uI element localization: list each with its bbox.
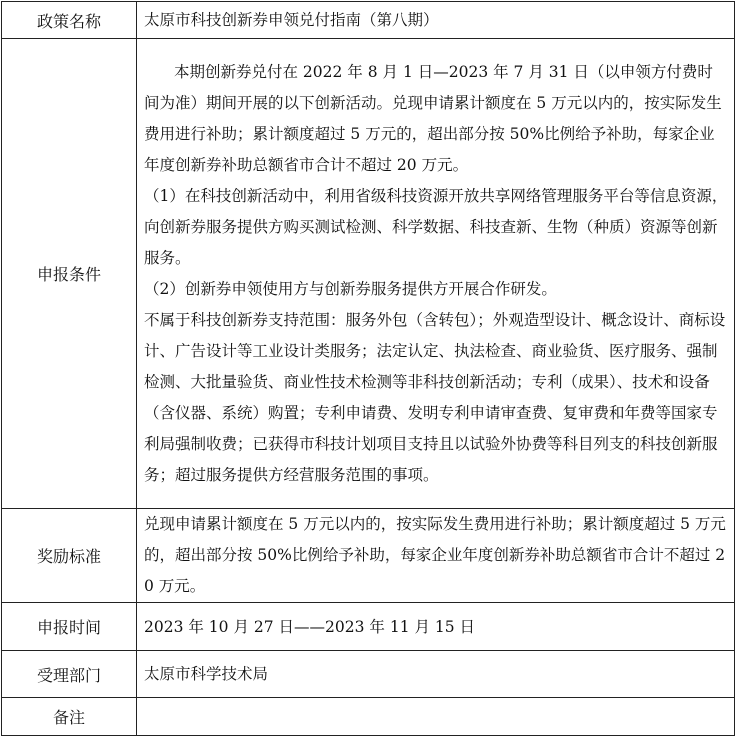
period-label: 申报时间 <box>2 603 137 651</box>
reward-value: 兑现申请累计额度在 5 万元以内的，按实际发生费用进行补助；累计额度超过 5 万元的，超出部分按 50%比例给予补助，每家企业年度创新券补助总额省市合计不超过 20 万元。 <box>137 509 735 603</box>
policy-name-row <box>2 2 735 39</box>
policy-name-label: 政策名称 <box>2 2 137 39</box>
reward-label: 奖励标准 <box>2 509 137 603</box>
remarks-row <box>2 698 735 736</box>
department-value: 太原市科学技术局 <box>137 651 735 698</box>
period-row <box>2 603 735 651</box>
remarks-label: 备注 <box>2 698 137 736</box>
conditions-paragraph-exclusions: 不属于科技创新券支持范围：服务外包（含转包）；外观造型设计、概念设计、商标设计、广告设计等工业设计类服务；法定认定、执法检查、商业验货、医疗服务、强制检测、大批量验货、商业性技术检测等非科技创新活动；专利（成果）、技术和设备（含仪器、系统）购置；专利申请费、发明专利申请审查费、复审费和年费等国家专利局强制收费；已获得市科技计划项目支持且以试验外协费等科目列支的科技创新服务；超过服务提供方经营服务范围的事项。 <box>144 310 726 484</box>
conditions-paragraph-2: （2）创新券申领使用方与创新券服务提供方开展合作研发。 <box>144 279 557 298</box>
conditions-row <box>2 39 735 509</box>
conditions-label: 申报条件 <box>2 39 137 509</box>
policy-table <box>1 1 735 736</box>
conditions-content <box>137 39 735 509</box>
period-value: 2023 年 10 月 27 日——2023 年 11 月 15 日 <box>137 603 735 651</box>
department-row <box>2 651 735 698</box>
remarks-value <box>137 698 735 736</box>
department-label: 受理部门 <box>2 651 137 698</box>
reward-row <box>2 509 735 603</box>
conditions-paragraph-1: （1）在科技创新活动中，利用省级科技资源开放共享网络管理服务平台等信息资源，向创新券服务提供方购买测试检测、科学数据、科技查新、生物（种质）资源等创新服务。 <box>144 186 728 267</box>
policy-name-value: 太原市科技创新券申领兑付指南（第八期） <box>137 2 735 39</box>
conditions-paragraph-intro: 本期创新券兑付在 2022 年 8 月 1 日—2023 年 7 月 31 日（以申领方付费时间为准）期间开展的以下创新活动。兑现申请累计额度在 5 万元以内的，按实际发生费用进行补助；累计额度超过 5 万元的，超出部分按 50%比例给予补助，每家企业年度创新券补助总额省市合计不超过 20 万元。 <box>144 62 722 174</box>
